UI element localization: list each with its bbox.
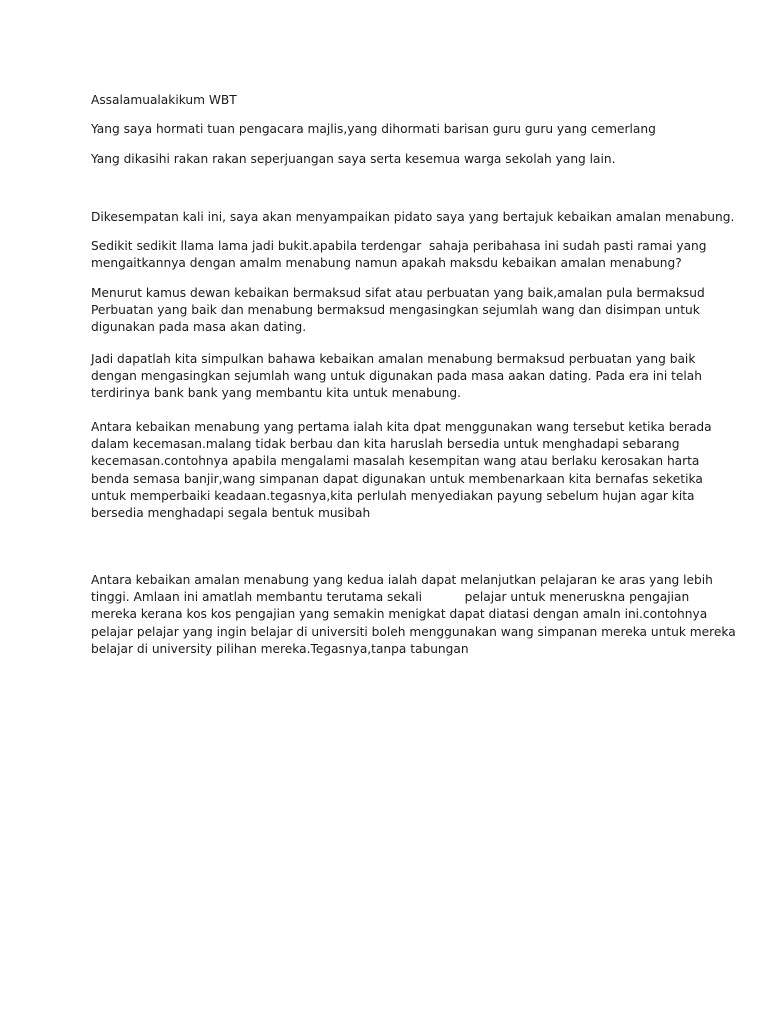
salutation-paragraph: Yang dikasihi rakan rakan seperjuangan saya serta kesemua warga sekolah yang lain. (91, 152, 616, 166)
intro-paragraph: Dikesempatan kali ini, saya akan menyampaikan pidato saya yang bertajuk kebaikan amalan menabung. (91, 210, 735, 224)
greeting-line: Assalamualakikum WBT (91, 93, 237, 107)
body-paragraph: Menurut kamus dewan kebaikan bermaksud sifat atau perbuatan yang baik,amalan pula bermaksud Perbuatan yang baik dan menabung bermaksud mengasingkan sejumlah wang dan disimpan untuk digunakan pada masa akan dating. (91, 286, 705, 335)
body-paragraph: Jadi dapatlah kita simpulkan bahawa kebaikan amalan menabung bermaksud perbuatan yang baik dengan mengasingkan sejumlah wang untuk digunakan pada masa aakan dating. Pada era ini telah terdirinya bank bank yang membantu kita untuk menabung. (91, 352, 702, 401)
body-paragraph: Antara kebaikan amalan menabung yang kedua ialah dapat melanjutkan pelajaran ke aras yang lebih tinggi. Amlaan ini amatlah membantu terutama sekali pelajar untuk meneruskna pengajian mereka kerana kos kos pengajian yang semakin menigkat dapat diatasi dengan amaln ini.contohnya pelajar pelajar yang ingin belajar di universiti boleh menggunakan wang simpanan mereka untuk mereka belajar di university pilihan mereka.Tegasnya,tanpa tabungan (91, 573, 736, 656)
salutation-paragraph: Yang saya hormati tuan pengacara majlis,yang dihormati barisan guru guru yang cemerlang (91, 122, 656, 136)
body-paragraph: Sedikit sedikit llama lama jadi bukit.apabila terdengar sahaja peribahasa ini sudah pasti ramai yang mengaitkannya dengan amalm menabung namun apakah maksdu kebaikan amalan menabung? (91, 239, 707, 271)
body-paragraph: Antara kebaikan menabung yang pertama ialah kita dpat menggunakan wang tersebut ketika berada dalam kecemasan.malang tidak berbau dan kita haruslah bersedia untuk menghadapi sebarang kecemasan.contohnya apabila mengalami masalah kesempitan wang atau berlaku kerosakan harta benda semasa banjir,wang simpanan dapat digunakan untuk membenarkaan kita bernafas seketika untuk memperbaiki keadaan.tegasnya,kita perlulah menyediakan payung sebelum hujan agar kita bersedia menghadapi segala bentuk musibah (91, 420, 712, 521)
